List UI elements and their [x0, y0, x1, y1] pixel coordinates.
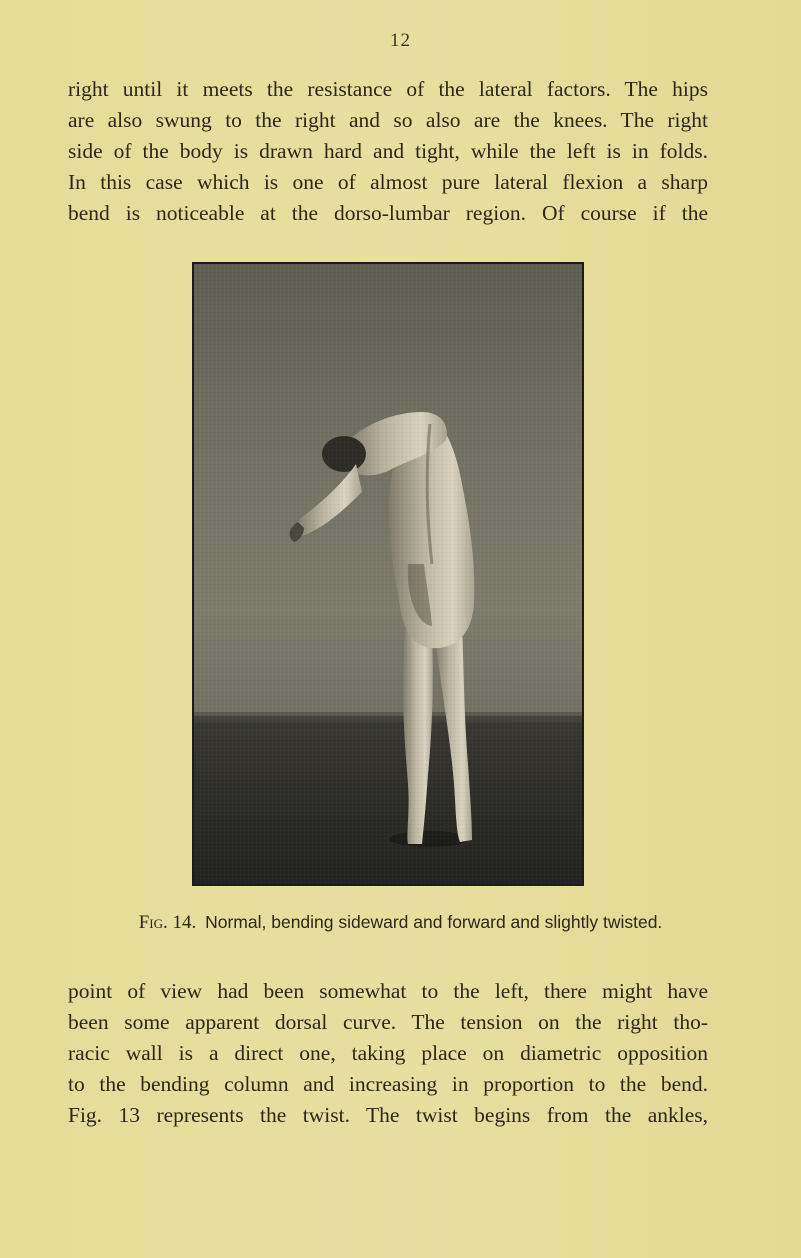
text-line: right until it meets the resistance of the lateral factors. The hips [68, 77, 708, 101]
text-line: In this case which is one of almost pure lateral flexion a sharp [68, 170, 708, 194]
text-line: side of the body is drawn hard and tight, while the left is in folds. [68, 139, 708, 163]
text-line: point of view had been somewhat to the left, there might have [68, 979, 708, 1003]
top-paragraph [68, 74, 708, 229]
text-line: been some apparent dorsal curve. The tension on the right tho- [68, 1010, 708, 1034]
text-line: racic wall is a direct one, taking place on diametric opposition [68, 1041, 708, 1065]
bottom-paragraph [68, 976, 708, 1131]
text-line: bend is noticeable at the dorso-lumbar region. Of course if the [68, 201, 708, 225]
figure-photo-illustration [194, 264, 582, 884]
text-line: to the bending column and increasing in proportion to the bend. [68, 1072, 708, 1096]
figure-caption-text: Normal, bending sideward and forward and slightly twisted. [205, 912, 663, 932]
figure-label: Fig. 14. [138, 912, 197, 933]
text-line: Fig. 13 represents the twist. The twist begins from the ankles, [68, 1103, 708, 1127]
text-line: are also swung to the right and so also are the knees. The right [68, 108, 708, 132]
figure-caption [0, 912, 801, 934]
page-number: 12 [390, 30, 411, 51]
figure-photograph [192, 262, 584, 886]
